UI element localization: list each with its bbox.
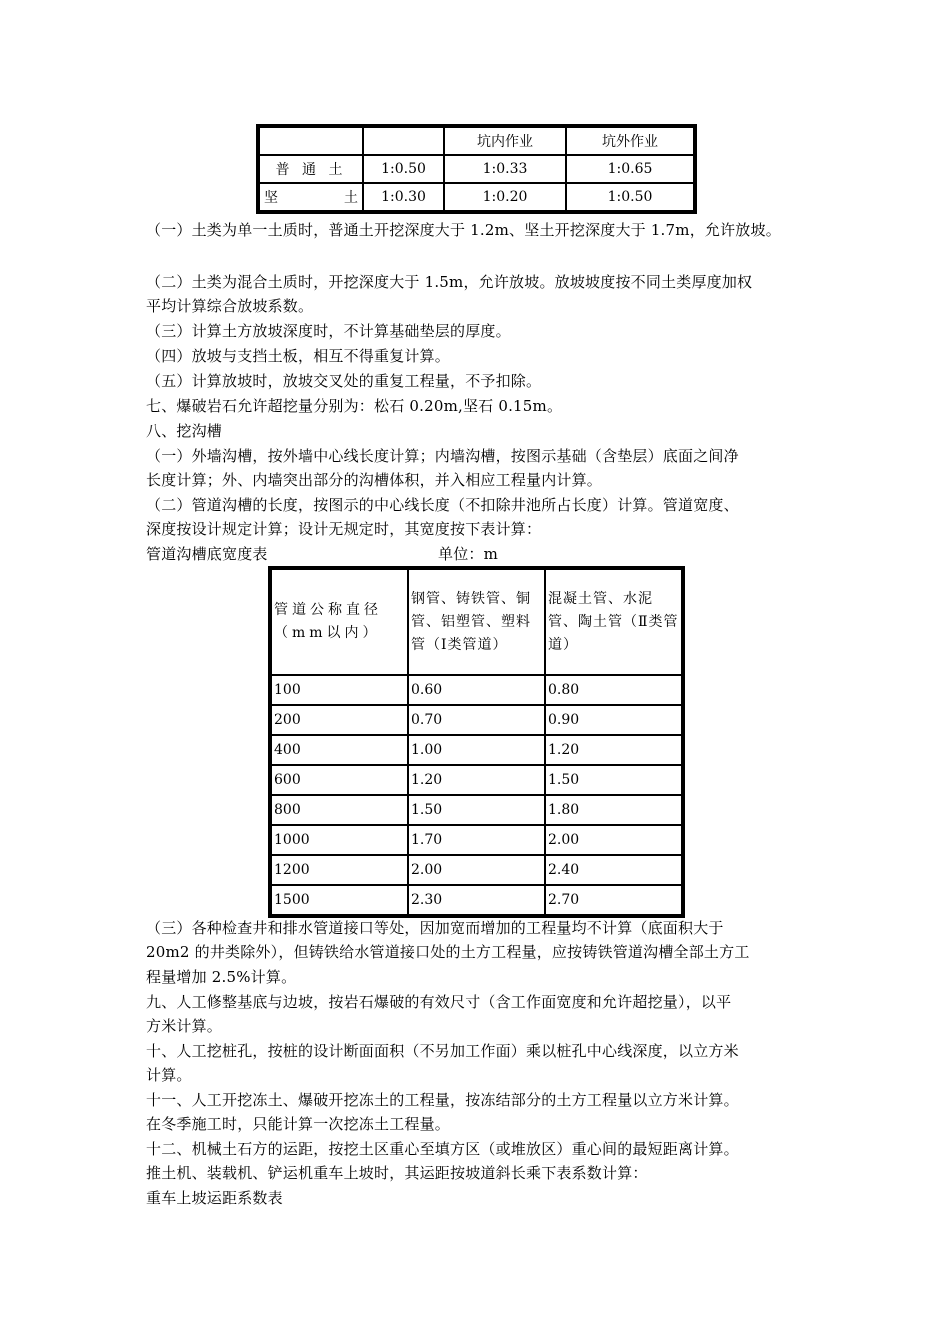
table-cell: 1500: [271, 885, 408, 915]
paragraph: 程量增加 2.5%计算。: [146, 968, 297, 986]
header-cell: [363, 127, 444, 155]
table-unit: 单位：m: [438, 545, 499, 563]
table-title: 重车上坡运距系数表: [146, 1189, 283, 1207]
paragraph: （二）土类为混合土质时，开挖深度大于 1.5m，允许放坡。放坡坡度按不同土类厚度加权: [146, 273, 753, 291]
table-header-row: [259, 127, 694, 155]
table-row: [259, 183, 694, 211]
paragraph: 推土机、装载机、铲运机重车上坡时，其运距按坡道斜长乘下表系数计算：: [146, 1164, 648, 1182]
table-cell: 1000: [271, 825, 408, 855]
table-row: [271, 855, 682, 885]
table-row: [271, 825, 682, 855]
table-cell: 1:0.20: [444, 183, 566, 211]
table-row: [271, 885, 682, 915]
paragraph: 十、人工挖桩孔，按桩的设计断面面积（不另加工作面）乘以桩孔中心线深度，以立方米: [146, 1042, 739, 1060]
table-row: [259, 155, 694, 183]
paragraph: 计算。: [146, 1066, 192, 1084]
table-cell: 2.40: [545, 855, 682, 885]
paragraph: 十二、机械土石方的运距，按挖土区重心至填方区（或堆放区）重心间的最短距离计算。: [146, 1140, 739, 1158]
soil-type-char: 坚: [264, 190, 309, 206]
trench-width-table: [268, 566, 685, 918]
header-cell: 坑外作业: [566, 127, 694, 155]
table-cell: 2.00: [545, 825, 682, 855]
table-cell: 1:0.50: [566, 183, 694, 211]
header-cell: 混凝土管、水泥管、陶土管（Ⅱ类管道）: [545, 569, 682, 675]
paragraph: 九、人工修整基底与边坡，按岩石爆破的有效尺寸（含工作面宽度和允许超挖量），以平: [146, 993, 732, 1011]
paragraph: 十一、人工开挖冻土、爆破开挖冻土的工程量，按冻结部分的土方工程量以立方米计算。: [146, 1091, 739, 1109]
table-cell: 1.20: [545, 735, 682, 765]
header-cell: 管道公称直径（mm以内）: [271, 569, 408, 675]
table-cell: 400: [271, 735, 408, 765]
paragraph: 深度按设计规定计算；设计无规定时，其宽度按下表计算：: [146, 520, 542, 538]
table-cell: 1:0.65: [566, 155, 694, 183]
table-cell: 1:0.50: [363, 155, 444, 183]
table-cell: 1.70: [408, 825, 545, 855]
table-cell: 2.30: [408, 885, 545, 915]
header-cell: [259, 127, 363, 155]
paragraph: 平均计算综合放坡系数。: [146, 297, 314, 315]
paragraph: （三）计算土方放坡深度时，不计算基础垫层的厚度。: [146, 322, 511, 340]
table-cell: 1:0.33: [444, 155, 566, 183]
paragraph: 20m2 的井类除外），但铸铁给水管道接口处的土方工程量，应按铸铁管道沟槽全部土方工: [146, 943, 750, 961]
table-cell: 200: [271, 705, 408, 735]
table-header-row: [271, 569, 682, 675]
table-row: [271, 795, 682, 825]
soil-type-cell: [259, 183, 363, 211]
table-cell: 2.00: [408, 855, 545, 885]
table-title: 管道沟槽底宽度表: [146, 545, 268, 563]
paragraph: 七、爆破岩石允许超挖量分别为：松石 0.20m,坚石 0.15m。: [146, 397, 563, 415]
paragraph: （二）管道沟槽的长度，按图示的中心线长度（不扣除井池所占长度）计算。管道宽度、: [146, 496, 739, 514]
paragraph: 方米计算。: [146, 1017, 223, 1035]
table-row: [271, 765, 682, 795]
paragraph: （三）各种检查井和排水管道接口等处，因加宽而增加的工程量均不计算（底面积大于: [146, 919, 724, 937]
paragraph: （一）土类为单一土质时，普通土开挖深度大于 1.2m、坚土开挖深度大于 1.7m，允许放坡。: [146, 221, 781, 239]
table-cell: 2.70: [545, 885, 682, 915]
table-cell: 600: [271, 765, 408, 795]
soil-type-cell: 普 通 土: [259, 155, 363, 183]
soil-type-char: 土: [344, 190, 359, 206]
table-cell: 0.90: [545, 705, 682, 735]
table-cell: 1.50: [545, 765, 682, 795]
paragraph: 长度计算；外、内墙突出部分的沟槽体积，并入相应工程量内计算。: [146, 471, 603, 489]
table-cell: 1.00: [408, 735, 545, 765]
table-cell: 1.80: [545, 795, 682, 825]
table-cell: 1.50: [408, 795, 545, 825]
table-cell: 0.60: [408, 675, 545, 705]
section-heading: 八、挖沟槽: [146, 422, 223, 440]
table-cell: 1200: [271, 855, 408, 885]
table-row: [271, 735, 682, 765]
paragraph: （四）放坡与支挡土板，相互不得重复计算。: [146, 347, 451, 365]
slope-coefficient-table: [256, 124, 697, 214]
paragraph: 在冬季施工时，只能计算一次挖冻土工程量。: [146, 1115, 451, 1133]
table-row: [271, 675, 682, 705]
table-row: [271, 705, 682, 735]
table-cell: 0.80: [545, 675, 682, 705]
table-cell: 0.70: [408, 705, 545, 735]
table-cell: 100: [271, 675, 408, 705]
paragraph: （一）外墙沟槽，按外墙中心线长度计算；内墙沟槽，按图示基础（含垫层）底面之间净: [146, 447, 739, 465]
table-cell: 1:0.30: [363, 183, 444, 211]
table-cell: 1.20: [408, 765, 545, 795]
paragraph: （五）计算放坡时，放坡交叉处的重复工程量，不予扣除。: [146, 372, 542, 390]
table-cell: 800: [271, 795, 408, 825]
header-cell: 坑内作业: [444, 127, 566, 155]
header-cell: 钢管、铸铁管、铜管、铝塑管、塑料管（Ⅰ类管道）: [408, 569, 545, 675]
